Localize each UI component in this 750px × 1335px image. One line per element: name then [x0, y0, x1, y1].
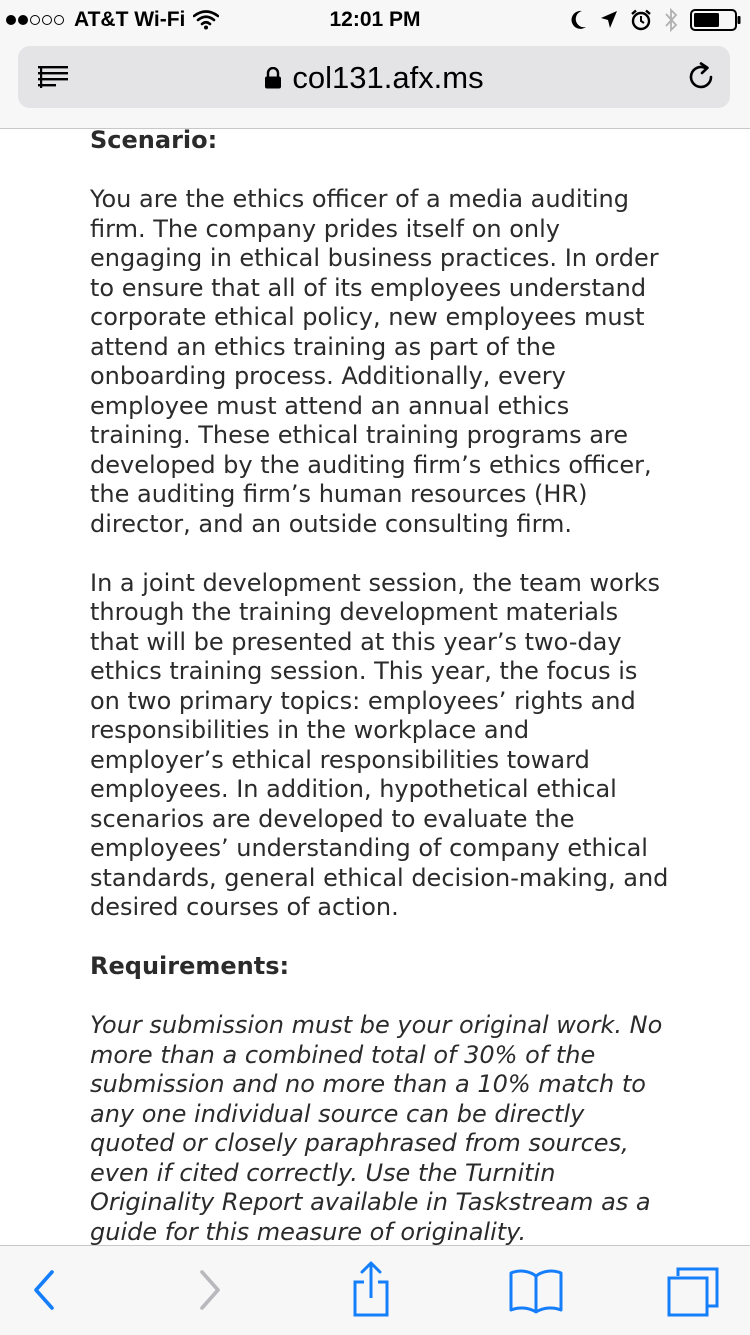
reload-icon[interactable] — [686, 62, 716, 92]
status-right — [558, 7, 742, 33]
battery-icon — [690, 8, 742, 32]
requirements-paragraph: Your submission must be your original work. No more than a combined total of 30% of the submission and no more than a 10% match to any one individual source can be directly quoted or closely paraphrased from sources, even if cited correctly. Use the Turnitin Originality Report available in Taskstream as a guide for this measure of originality. — [90, 1011, 663, 1246]
lock-icon — [264, 67, 282, 89]
moon-icon — [570, 9, 588, 31]
requirements-heading: Requirements: — [90, 952, 290, 980]
status-time: 12:01 PM — [329, 8, 421, 31]
back-icon[interactable] — [30, 1266, 58, 1314]
url-text: col131.afx.ms — [292, 60, 484, 95]
carrier-name: AT&T Wi-Fi — [74, 8, 186, 31]
browser-toolbar — [0, 1245, 750, 1335]
page-content — [90, 126, 670, 1247]
bluetooth-icon — [664, 7, 678, 33]
bookmarks-icon[interactable] — [508, 1268, 564, 1314]
forward-icon[interactable] — [196, 1266, 224, 1314]
alarm-icon — [630, 9, 652, 31]
location-arrow-icon — [600, 9, 618, 31]
scenario-heading: Scenario: — [90, 126, 218, 154]
scenario-paragraph-1: You are the ethics officer of a media auditing firm. The company prides itself on only engaging in ethical business practices. In order to ensure that all of its employees understand corporate ethical policy, new employees must attend an ethics training as part of the onboarding process. Additionally, every employee must attend an annual ethics training. These ethical training programs are developed by the auditing firm’s ethics officer, the auditing firm’s human resources (HR) director, and an outside consulting firm. — [90, 185, 659, 538]
share-icon[interactable] — [350, 1260, 392, 1318]
address-bar[interactable] — [18, 46, 730, 108]
status-bar — [0, 0, 750, 40]
tabs-icon[interactable] — [666, 1266, 720, 1318]
scenario-paragraph-2: In a joint development session, the team works through the training development materials that will be presented at this year’s two-day ethics training session. This year, the focus is on two primary topics: employees’ rights and responsibilities in the workplace and employer’s ethical responsibilities toward employees. In addition, hypothetical ethical scenarios are developed to evaluate the employees’ understanding of company ethical standards, general ethical decision-making, and desired courses of action. — [90, 568, 669, 921]
url-display[interactable] — [18, 60, 730, 96]
browser-address-area — [0, 40, 750, 129]
